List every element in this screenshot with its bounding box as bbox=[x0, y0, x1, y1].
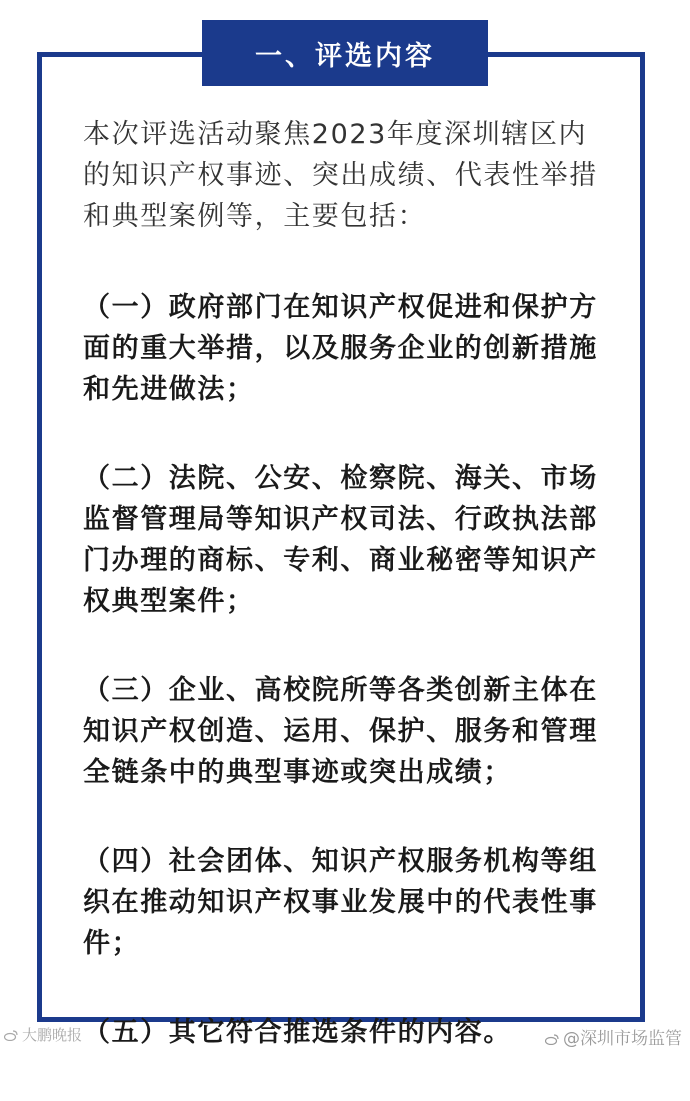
list-item-5: （五）其它符合推选条件的内容。 bbox=[83, 1017, 512, 1048]
section-title: 一、评选内容 bbox=[202, 20, 488, 86]
weibo-icon bbox=[4, 1030, 18, 1041]
watermark-right bbox=[545, 1024, 682, 1049]
watermark-left bbox=[4, 1024, 82, 1045]
list-item-1: （一）政府部门在知识产权促进和保护方面的重大举措，以及服务企业的创新措施和先进做法； bbox=[83, 292, 598, 405]
weibo-icon bbox=[545, 1034, 559, 1045]
list-item-4: （四）社会团体、知识产权服务机构等组织在推动知识产权事业发展中的代表性事件； bbox=[83, 846, 598, 959]
watermark-right-text: @深圳市场监管 bbox=[563, 1029, 682, 1049]
intro-paragraph: 本次评选活动聚焦2023年度深圳辖区内的知识产权事迹、突出成绩、代表性举措和典型案例等，主要包括： bbox=[83, 119, 598, 232]
watermark-left-text: 大鹏晚报 bbox=[22, 1026, 83, 1044]
list-item-2: （二）法院、公安、检察院、海关、市场监督管理局等知识产权司法、行政执法部门办理的商标、专利、商业秘密等知识产权典型案件； bbox=[83, 463, 598, 617]
section-content bbox=[83, 114, 608, 1101]
list-item-3: （三）企业、高校院所等各类创新主体在知识产权创造、运用、保护、服务和管理全链条中的典型事迹或突出成绩； bbox=[83, 675, 598, 788]
